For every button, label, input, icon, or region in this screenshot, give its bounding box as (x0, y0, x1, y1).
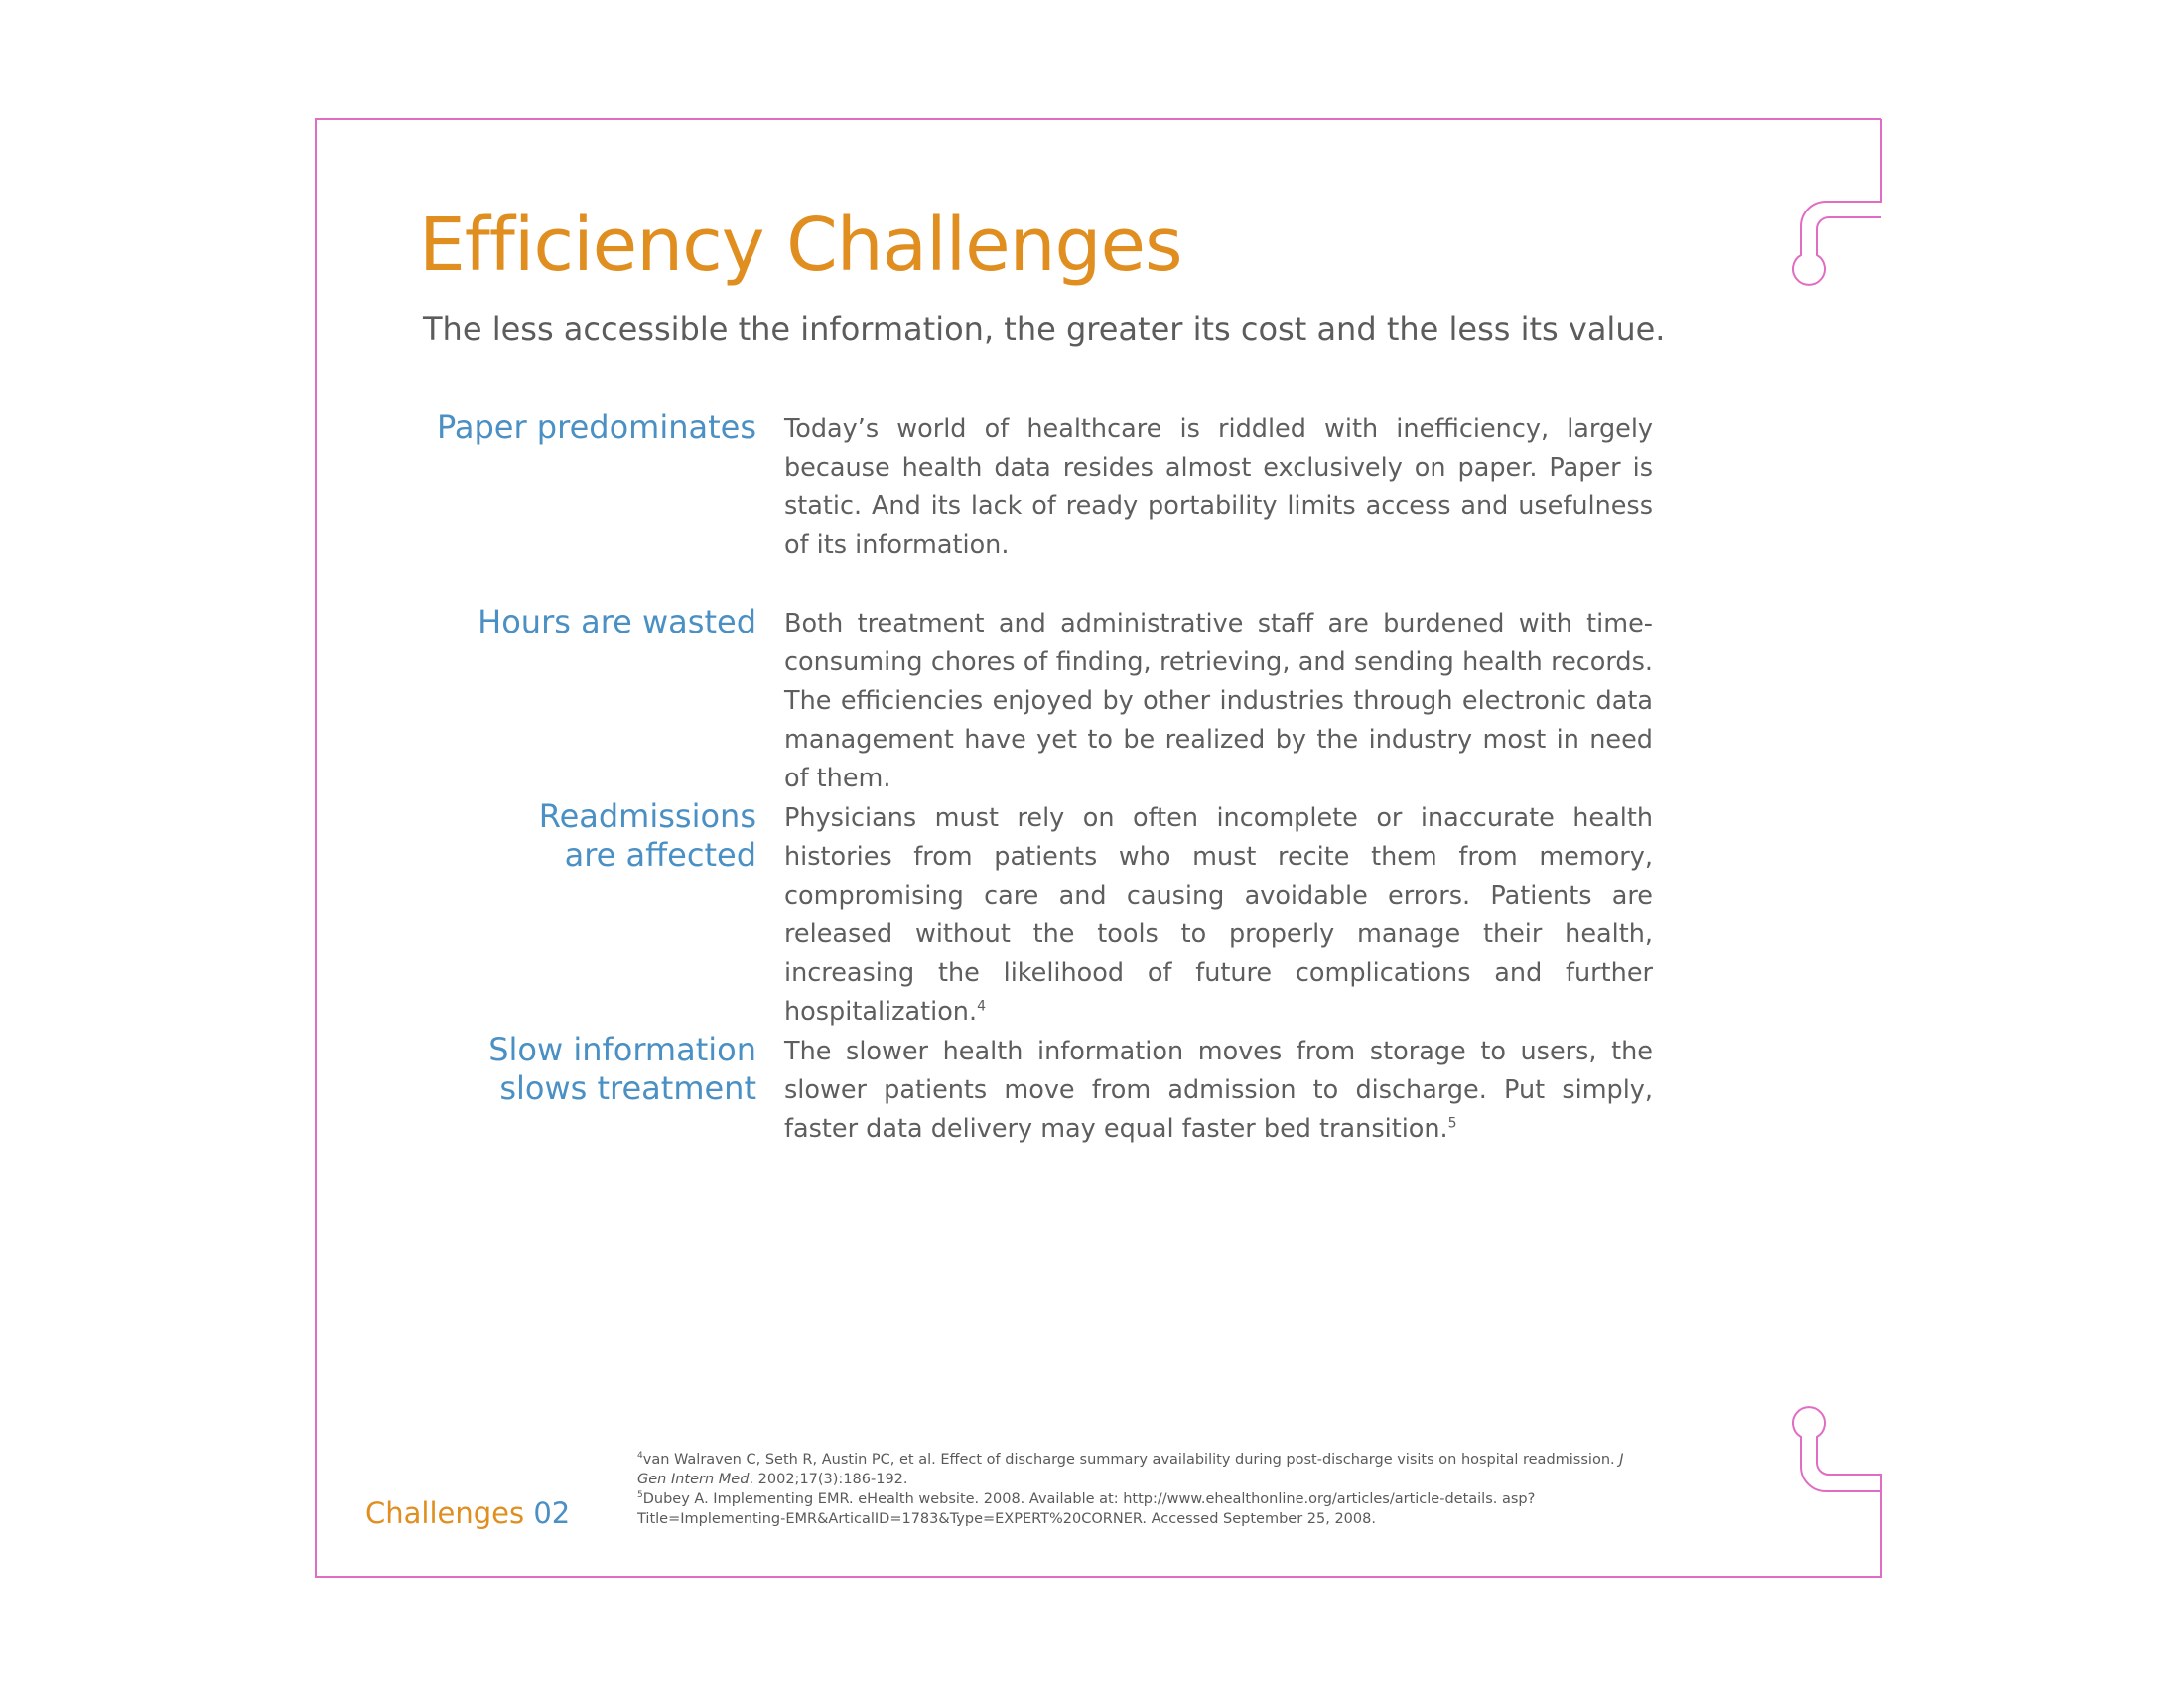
page-number: 02 (533, 1496, 571, 1530)
footnote-reference: 5 (1447, 1115, 1457, 1132)
section-body (784, 410, 1653, 565)
footnote-number: 5 (637, 1490, 643, 1501)
footnote-reference: 4 (977, 998, 986, 1015)
footnote-journal: J Gen Intern Med (637, 1452, 1624, 1487)
section-body-text: Both treatment and administrative staff are burdened with time-consuming chores of finding, retrieving, and sending health records. The efficiencies enjoyed by other industries through electronic data management have yet to be realized by the industry most in need of them. (784, 609, 1653, 793)
section-heading: Slow information slows treatment (488, 1031, 756, 1107)
section-body-text: The slower health information moves from storage to users, the slower patients move from admission to discharge. Put simply, faster data delivery may equal faster bed transition. (784, 1037, 1653, 1144)
section-heading: Readmissions are affected (538, 797, 756, 874)
footnote-4 (637, 1450, 1655, 1489)
section-body (784, 799, 1653, 1032)
section-body (784, 1033, 1653, 1149)
footnotes (637, 1450, 1655, 1529)
section-heading: Paper predominates (437, 408, 756, 446)
page-subtitle: The less accessible the information, the greater its cost and the less its value. (423, 310, 1666, 348)
page-footer (365, 1496, 570, 1531)
footnote-5 (637, 1489, 1655, 1529)
section-body-text: Today’s world of healthcare is riddled with inefficiency, largely because health data resides almost exclusively on paper. Paper is static. And its lack of ready portability limits access and usefulness of its information. (784, 414, 1653, 560)
footnote-number: 4 (637, 1451, 643, 1462)
section-body-text: Physicians must rely on often incomplete or inaccurate health histories from patients who must recite them from memory, compromising care and causing avoidable errors. Patients are released without the tools to properly manage their health, increasing the likelihood of future complications and further hospitalization. (784, 803, 1653, 1027)
page-title: Efficiency Challenges (419, 203, 1182, 288)
footnote-text: Dubey A. Implementing EMR. eHealth website. 2008. Available at: http://www.ehealthonline.org/articles/article-details. asp?Title=Implementing-EMR&ArticalID=1783&Type=EXPERT%20CORNER. Accessed September 25, 2008. (637, 1491, 1536, 1527)
footnote-text: van Walraven C, Seth R, Austin PC, et al. Effect of discharge summary availability during post-discharge visits on hospital readmission. (642, 1452, 1620, 1468)
section-heading: Hours are wasted (478, 603, 756, 640)
section-body (784, 605, 1653, 798)
footnote-citation: . 2002;17(3):186-192. (749, 1472, 908, 1487)
footer-section-label: Challenges (365, 1496, 525, 1530)
